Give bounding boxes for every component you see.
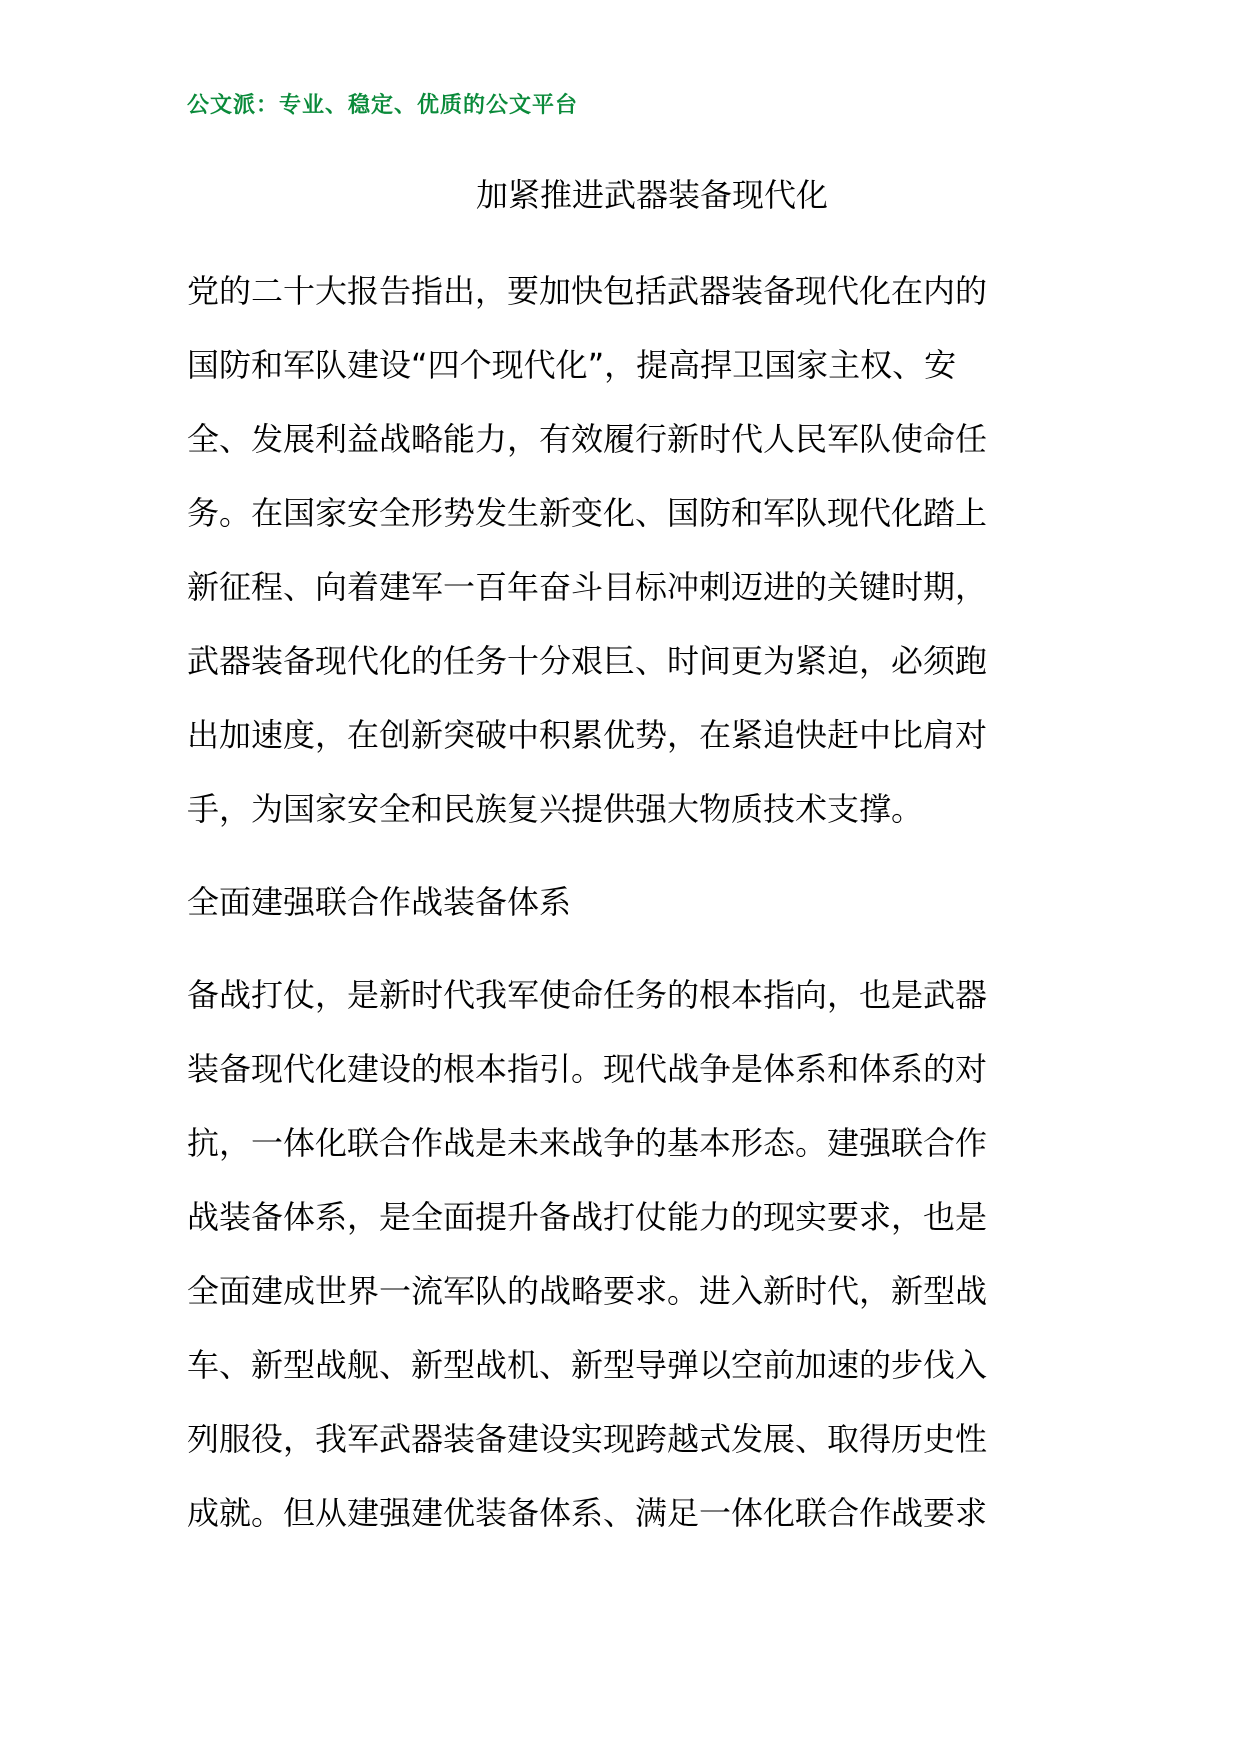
paragraph-section-body <box>187 958 1055 1550</box>
paragraph-line: 列服役，我军武器装备建设实现跨越式发展、取得历史性 <box>187 1420 988 1458</box>
paragraph-line: 出加速度，在创新突破中积累优势，在紧追快赶中比肩对 <box>187 716 988 754</box>
paragraph-line: 抗，一体化联合作战是未来战争的基本形态。建强联合作 <box>187 1124 988 1162</box>
paragraph-line: 武器装备现代化的任务十分艰巨、时间更为紧迫，必须跑 <box>187 642 988 680</box>
document-title: 加紧推进武器装备现代化 <box>475 176 828 214</box>
paragraph-line: 成就。但从建强建优装备体系、满足一体化联合作战要求 <box>187 1494 988 1532</box>
paragraph-intro <box>187 254 1055 846</box>
paragraph-line: 务。在国家安全形势发生新变化、国防和军队现代化踏上 <box>187 494 988 532</box>
paragraph-line: 全、发展利益战略能力，有效履行新时代人民军队使命任 <box>187 420 988 458</box>
paragraph-line: 手，为国家安全和民族复兴提供强大物质技术支撑。 <box>187 790 924 828</box>
paragraph-line: 新征程、向着建军一百年奋斗目标冲刺迈进的关键时期， <box>187 568 988 606</box>
section-heading: 全面建强联合作战装备体系 <box>187 883 572 921</box>
paragraph-line: 装备现代化建设的根本指引。现代战争是体系和体系的对 <box>187 1050 988 1088</box>
paragraph-line: 备战打仗，是新时代我军使命任务的根本指向，也是武器 <box>187 976 988 1014</box>
paragraph-line: 国防和军队建设“四个现代化”，提高捍卫国家主权、安 <box>187 346 957 384</box>
paragraph-line: 党的二十大报告指出，要加快包括武器装备现代化在内的 <box>187 272 988 310</box>
header-brand-text: 公文派：专业、稳定、优质的公文平台 <box>187 93 579 118</box>
paragraph-line: 车、新型战舰、新型战机、新型导弹以空前加速的步伐入 <box>187 1346 988 1384</box>
paragraph-line: 全面建成世界一流军队的战略要求。进入新时代，新型战 <box>187 1272 988 1310</box>
paragraph-line: 战装备体系，是全面提升备战打仗能力的现实要求，也是 <box>187 1198 988 1236</box>
